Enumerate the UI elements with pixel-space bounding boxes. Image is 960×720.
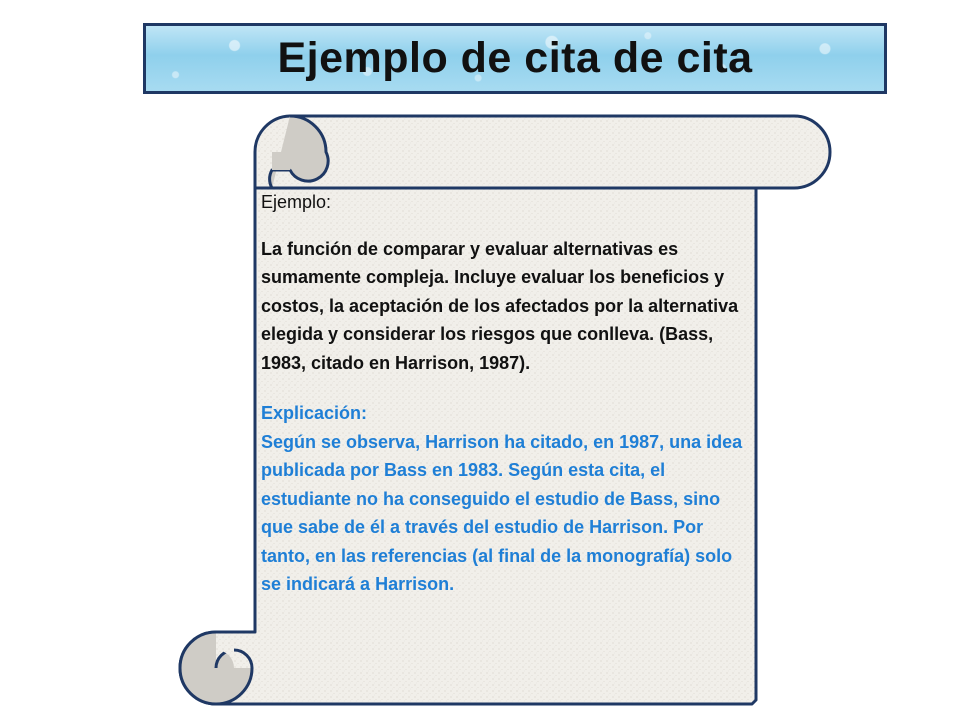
explanation-text: Según se observa, Harrison ha citado, en 1987, una idea publicada por Bass en 1983. Según esta cita, el estudiante no ha conseguido el estudio de Bass, sino que sabe de él a través del estudio de Harrison. Por tanto, en las referencias (al final de la monografía) solo se indicará a Harrison. — [261, 431, 743, 594]
quote-paragraph: La función de comparar y evaluar alternativas es sumamente compleja. Incluye evaluar los beneficios y costos, la aceptación de los afectados por la alternativa elegida y considerar los riesgos que conlleva. (Bass, 1983, citado en Harrison, 1987). — [261, 238, 739, 373]
scroll-top-roll — [255, 116, 830, 188]
example-label: Ejemplo: — [261, 192, 332, 212]
explanation-heading: Explicación: — [261, 403, 368, 423]
scroll-content — [261, 188, 747, 599]
slide-title: Ejemplo de cita de cita — [277, 34, 753, 82]
